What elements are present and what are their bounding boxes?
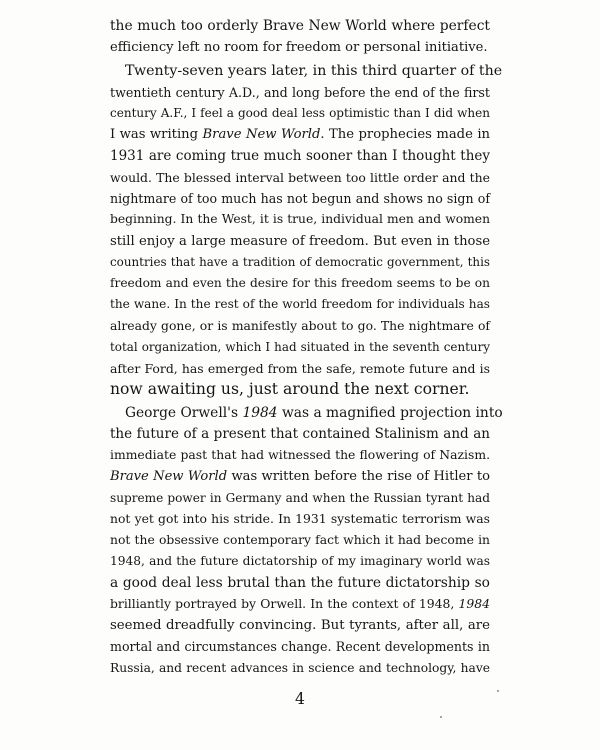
text-line: a good deal less brutal than the future dictatorship so (110, 574, 490, 591)
text-line: mortal and circumstances change. Recent developments in (110, 639, 490, 655)
text-line: freedom and even the desire for this freedom seems to be on (110, 276, 490, 290)
text-line: the future of a present that contained Stalinism and an (110, 425, 490, 442)
text-line: nightmare of too much has not begun and shows no sign of (110, 191, 490, 206)
text-line: countries that have a tradition of democratic government, this (110, 254, 490, 269)
text-line: century A.F., I feel a good deal less optimistic than I did when (110, 106, 490, 120)
text-line: beginning. In the West, it is true, individual men and women (110, 212, 490, 227)
text-line: Russia, and recent advances in science and technology, have (110, 660, 490, 675)
scan-speck (440, 716, 442, 718)
text-line: now awaiting us, just around the next corner. (110, 380, 470, 399)
text-line: 1931 are coming true much sooner than I thought they (110, 147, 490, 164)
text-line: Twenty-seven years later, in this third quarter of the (125, 62, 503, 79)
scan-speck (497, 690, 499, 692)
text-line: the wane. In the rest of the world freedom for individuals has (110, 297, 490, 312)
body-text (110, 16, 503, 679)
text-line: efficiency left no room for freedom or personal initiative. (110, 40, 488, 56)
text-line: George Orwell's 1984 was a magnified projection into (125, 404, 503, 421)
text-line: 1948, and the future dictatorship of my imaginary world was (110, 554, 490, 569)
text-line: after Ford, has emerged from the safe, remote future and is (110, 361, 490, 376)
page-number: 4 (295, 690, 305, 708)
text-line: I was writing Brave New World. The prophecies made in (110, 127, 490, 143)
text-line: still enjoy a large measure of freedom. But even in those (110, 233, 490, 249)
text-line: not the obsessive contemporary fact which it had become in (110, 533, 490, 547)
text-line: total organization, which I had situated in the seventh century (110, 339, 490, 354)
text-line: brilliantly portrayed by Orwell. In the context of 1948, 1984 (110, 596, 490, 611)
text-line: already gone, or is manifestly about to go. The nightmare of (110, 318, 490, 333)
text-line: would. The blessed interval between too little order and the (110, 169, 490, 185)
text-line: seemed dreadfully convincing. But tyrants, after all, are (110, 618, 490, 633)
text-line: not yet got into his stride. In 1931 systematic terrorism was (110, 511, 490, 526)
text-line: twentieth century A.D., and long before the end of the first (110, 84, 490, 100)
text-line: immediate past that had witnessed the flowering of Nazism. (110, 448, 490, 462)
text-line: the much too orderly Brave New World where perfect (110, 18, 490, 34)
text-line: supreme power in Germany and when the Russian tyrant had (110, 490, 490, 505)
text-line: Brave New World was written before the rise of Hitler to (110, 469, 490, 485)
